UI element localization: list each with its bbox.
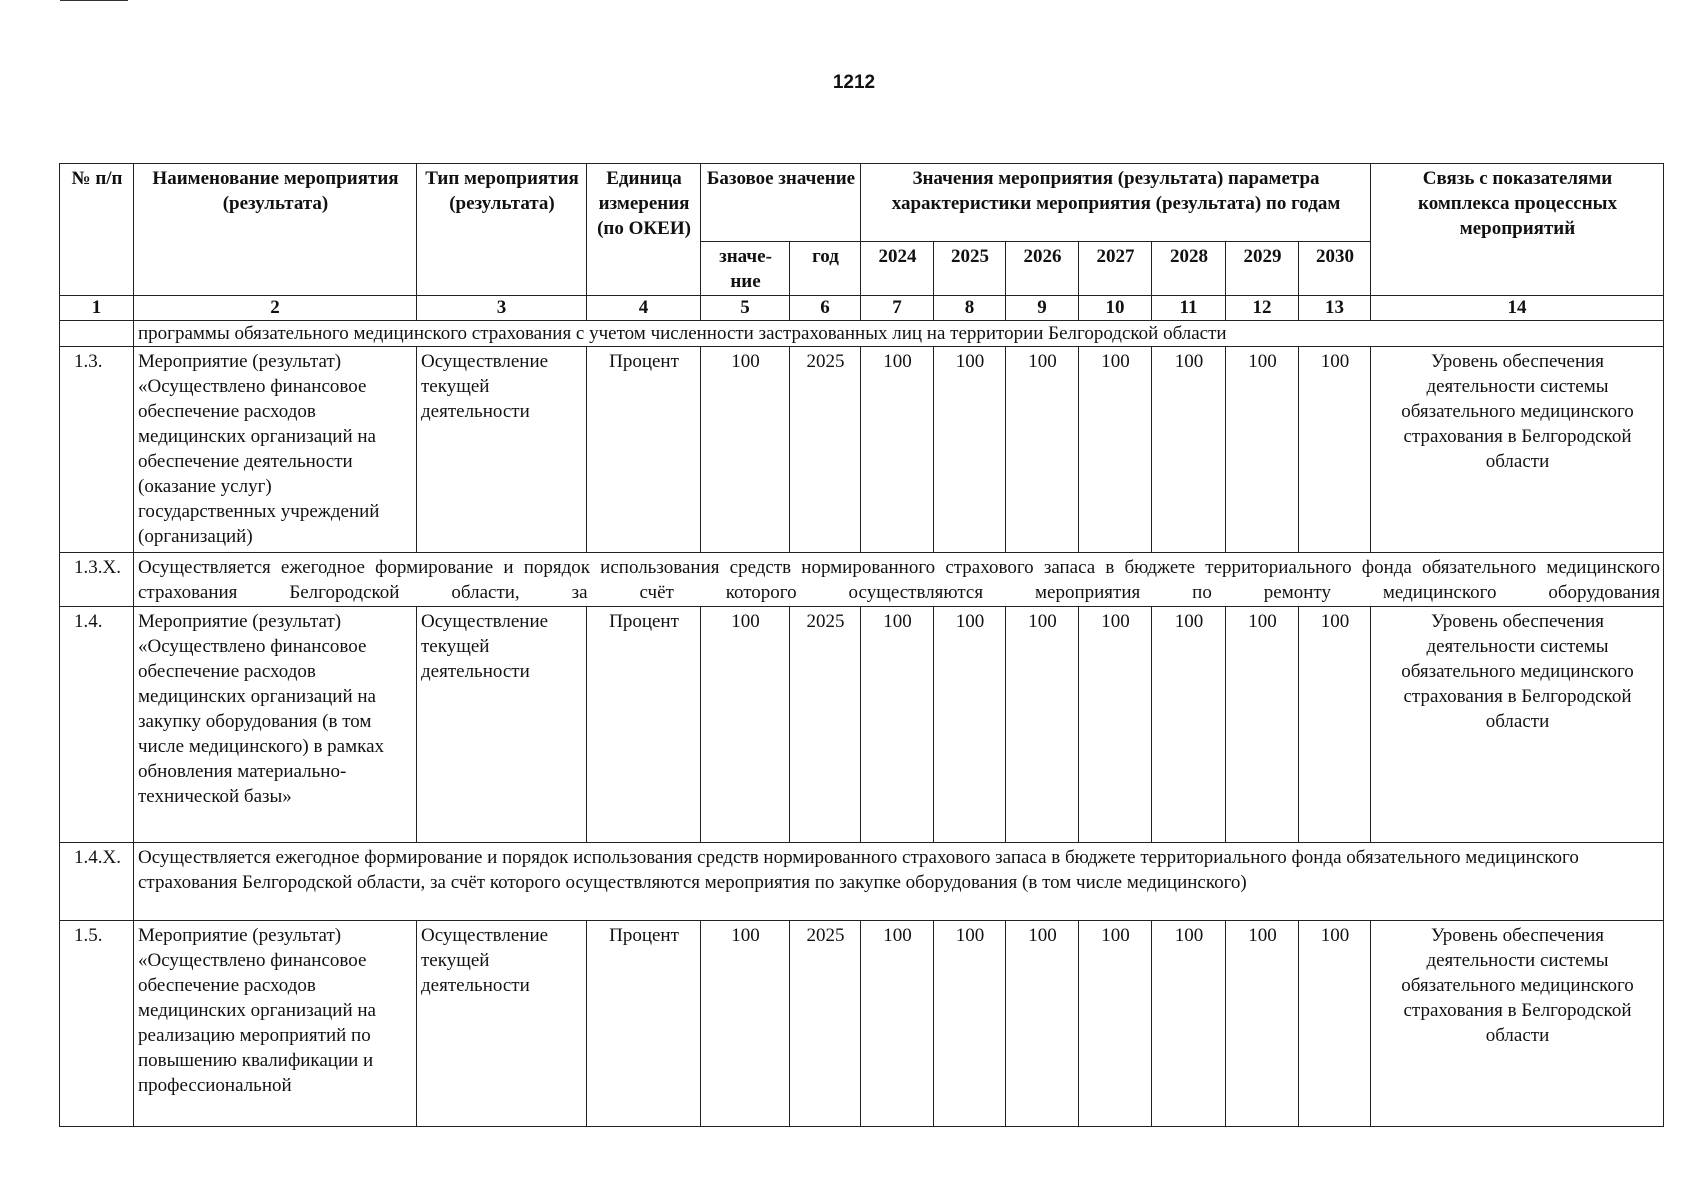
header-year-2029: 2029 [1226,242,1299,296]
activities-table [59,163,1664,1127]
value-2025: 100 [934,607,1006,843]
note-row [60,553,1664,607]
header-unit: Единица измерения (по ОКЕИ) [587,164,701,296]
column-number: 11 [1152,296,1226,321]
column-numbers-row [60,296,1664,321]
indicator-link: Уровень обеспечения деятельности системы обязательного медицинского страхования в Белгородской области [1371,607,1664,843]
activity-name: Мероприятие (результат) «Осуществлено финансовое обеспечение расходов медицинских организаций на обеспечение деятельности (оказание услуг) государственных учреждений (организаций) [134,347,417,553]
header-year-2025: 2025 [934,242,1006,296]
column-number: 5 [701,296,790,321]
value-2025: 100 [934,921,1006,1127]
value-2029: 100 [1226,347,1299,553]
column-number: 10 [1079,296,1152,321]
header-year-2027: 2027 [1079,242,1152,296]
value-2029: 100 [1226,607,1299,843]
base-value: 100 [701,347,790,553]
header-num: № п/п [60,164,134,296]
top-rule [60,0,128,1]
value-2024: 100 [861,607,934,843]
page-number: 1212 [832,72,876,93]
value-2025: 100 [934,347,1006,553]
row-number: 1.3.Х. [60,553,134,607]
value-2027: 100 [1079,607,1152,843]
indicator-link: Уровень обеспечения деятельности системы обязательного медицинского страхования в Белгородской области [1371,347,1664,553]
header-base: Базовое значение [701,164,861,242]
header-year-2028: 2028 [1152,242,1226,296]
unit: Процент [587,347,701,553]
column-number: 9 [1006,296,1079,321]
value-2028: 100 [1152,921,1226,1127]
header-year-2026: 2026 [1006,242,1079,296]
continuation-row [60,321,1664,347]
base-value: 100 [701,921,790,1127]
value-2028: 100 [1152,607,1226,843]
unit: Процент [587,607,701,843]
activity-type: Осуществление текущей деятельности [417,921,587,1127]
table-row [60,607,1664,843]
row-number: 1.4.Х. [60,843,134,921]
column-number: 4 [587,296,701,321]
continuation-num-cell [60,321,134,347]
base-year: 2025 [790,921,861,1127]
value-2024: 100 [861,347,934,553]
table-row [60,921,1664,1127]
activity-type: Осуществление текущей деятельности [417,607,587,843]
value-2027: 100 [1079,921,1152,1127]
header-link: Связь с показателями комплекса процессных мероприятий [1371,164,1664,296]
row-number: 1.5. [60,921,134,1127]
column-number: 14 [1371,296,1664,321]
column-number: 6 [790,296,861,321]
header-base-value: значе-ние [701,242,790,296]
note-text: Осуществляется ежегодное формирование и порядок использования средств нормированного страхового запаса в бюджете территориального фонда обязательного медицинского страхования Белгородской области, за счёт которого осуществляются мероприятия по ремонту медицинского оборудования [134,553,1664,607]
base-value: 100 [701,607,790,843]
header-base-year: год [790,242,861,296]
value-2026: 100 [1006,607,1079,843]
unit: Процент [587,921,701,1127]
table-row [60,347,1664,553]
continuation-text: программы обязательного медицинского страхования с учетом численности застрахованных лиц на территории Белгородской области [134,321,1664,347]
table-body [60,321,1664,1127]
value-2028: 100 [1152,347,1226,553]
value-2024: 100 [861,921,934,1127]
column-number: 12 [1226,296,1299,321]
base-year: 2025 [790,607,861,843]
column-number: 1 [60,296,134,321]
note-row [60,843,1664,921]
column-number: 7 [861,296,934,321]
note-text: Осуществляется ежегодное формирование и порядок использования средств нормированного страхового запаса в бюджете территориального фонда обязательного медицинского страхования Белгородской области, за счёт которого осуществляются мероприятия по закупке оборудования (в том числе медицинского) [134,843,1664,921]
row-number: 1.3. [60,347,134,553]
header-year-2024: 2024 [861,242,934,296]
value-2027: 100 [1079,347,1152,553]
value-2030: 100 [1299,921,1371,1127]
activity-name: Мероприятие (результат) «Осуществлено финансовое обеспечение расходов медицинских организаций на закупку оборудования (в том числе медицинского) в рамках обновления материально-технической базы» [134,607,417,843]
activity-type: Осуществление текущей деятельности [417,347,587,553]
row-number: 1.4. [60,607,134,843]
value-2026: 100 [1006,921,1079,1127]
value-2026: 100 [1006,347,1079,553]
column-number: 2 [134,296,417,321]
header-name: Наименование мероприятия (результата) [134,164,417,296]
base-year: 2025 [790,347,861,553]
activity-name: Мероприятие (результат) «Осуществлено финансовое обеспечение расходов медицинских организаций на реализацию мероприятий по повышению квалификации и профессиональной [134,921,417,1127]
header-type: Тип мероприятия (результата) [417,164,587,296]
indicator-link: Уровень обеспечения деятельности системы обязательного медицинского страхования в Белгородской области [1371,921,1664,1127]
value-2030: 100 [1299,347,1371,553]
value-2030: 100 [1299,607,1371,843]
column-number: 3 [417,296,587,321]
header-year-2030: 2030 [1299,242,1371,296]
table-header [60,164,1664,321]
value-2029: 100 [1226,921,1299,1127]
header-values: Значения мероприятия (результата) параметра характеристики мероприятия (результата) по годам [861,164,1371,242]
column-number: 8 [934,296,1006,321]
column-number: 13 [1299,296,1371,321]
